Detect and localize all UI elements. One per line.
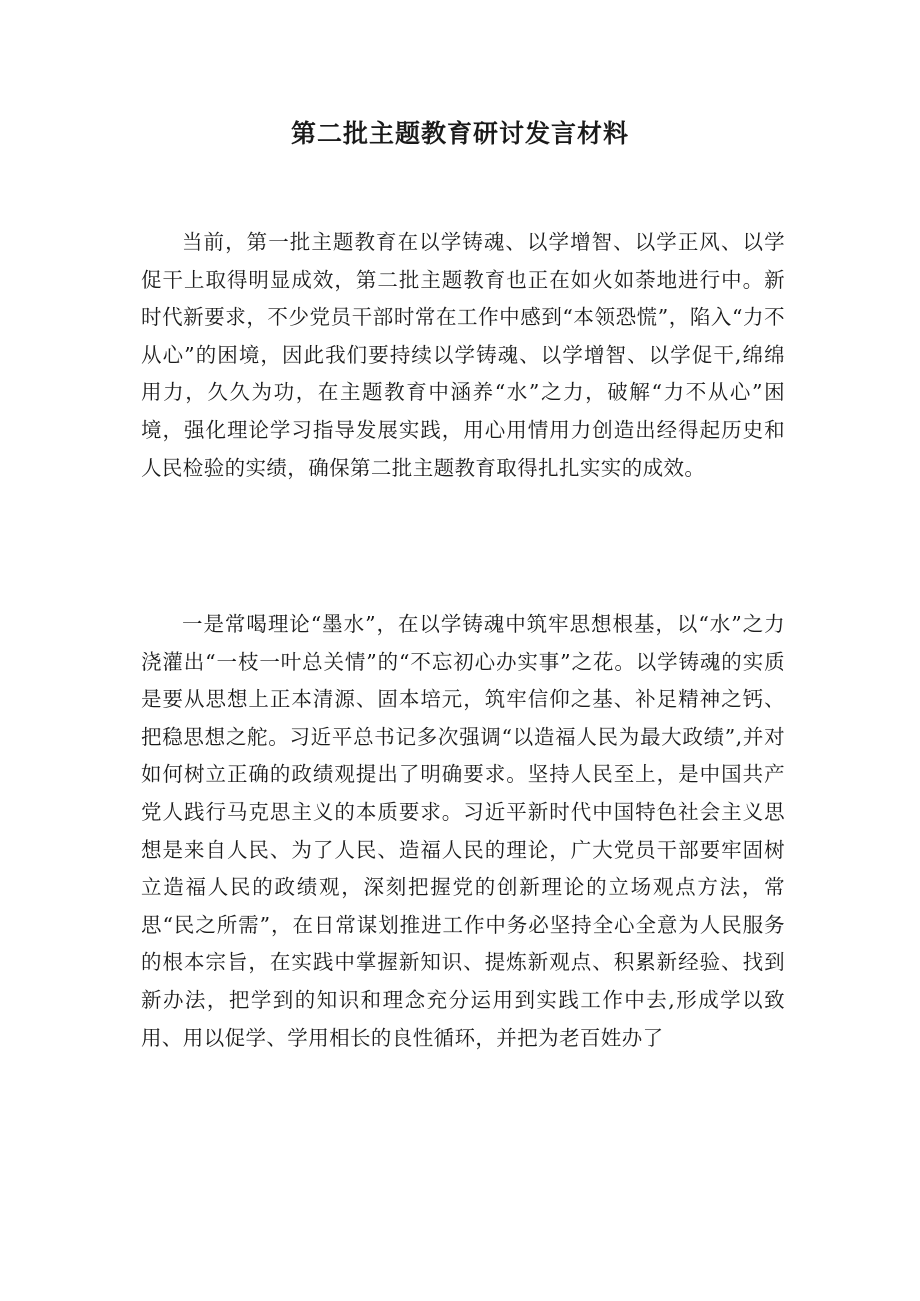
- document-title: 第二批主题教育研讨发言材料: [290, 119, 629, 148]
- paragraph-theory-ink: 一是常喝理论“墨水”，在以学铸魂中筑牢思想根基，以“水”之力浇灌出“一枝一叶总关情”的“不忘初心办实事”之花。以学铸魂的实质是要从思想上正本清源、固本培元，筑牢信仰之基、补足精神之钙、把稳思想之舵。习近平总书记多次强调“以造福人民为最大政绩”,并对如何树立正确的政绩观提出了明确要求。坚持人民至上，是中国共产党人践行马克思主义的本质要求。习近平新时代中国特色社会主义思想是来自人民、为了人民、造福人民的理论，广大党员干部要牢固树立造福人民的政绩观，深刻把握党的创新理论的立场观点方法，常思“民之所需”，在日常谋划推进工作中务必坚持全心全意为人民服务的根本宗旨，在实践中掌握新知识、提炼新观点、积累新经验、找到新办法，把学到的知识和理念充分运用到实践工作中去,形成学以致用、用以促学、学用相长的良性循环，并把为老百姓办了: [141, 612, 785, 1050]
- paragraph-intro: 当前，第一批主题教育在以学铸魂、以学增智、以学正风、以学促干上取得明显成效，第二批主题教育也正在如火如荼地进行中。新时代新要求，不少党员干部时常在工作中感到“本领恐慌”，陷入“力不从心”的困境，因此我们要持续以学铸魂、以学增智、以学促干,绵绵用力，久久为功，在主题教育中涵养“水”之力，破解“力不从心”困境，强化理论学习指导发展实践，用心用情用力创造出经得起历史和人民检验的实绩，确保第二批主题教育取得扎扎实实的成效。: [141, 230, 785, 480]
